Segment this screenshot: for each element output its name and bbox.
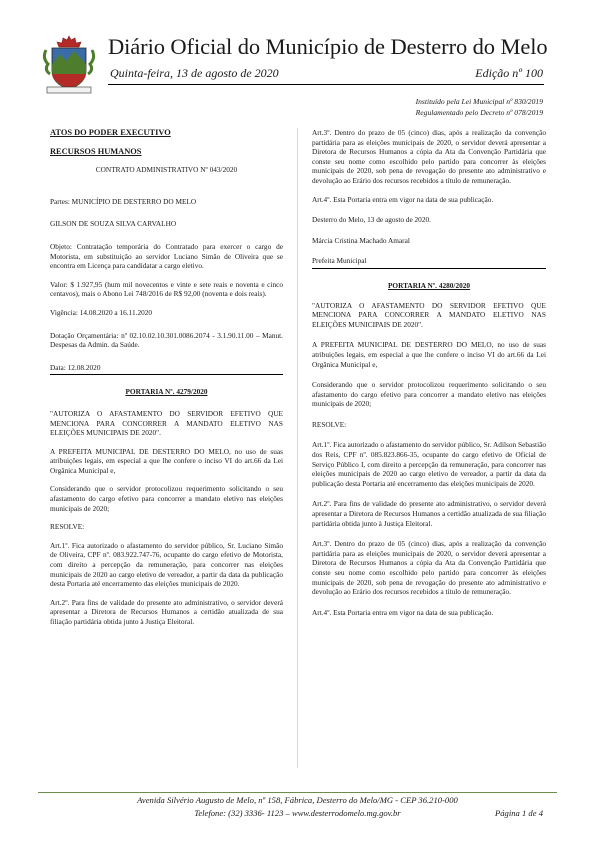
newspaper-title: Diário Oficial do Município de Desterro do Melo — [108, 34, 548, 59]
ordinance-title-2: PORTARIA Nº. 4280/2020 — [387, 280, 471, 290]
ordinance-whereas-2: Considerando que o servidor protocolizou requerimento solicitando o seu afastamento do cargo efetivo para concorrer a mandato eletivo nas eleições municipais de 2020; — [312, 380, 546, 409]
section-divider — [50, 374, 283, 375]
ordinance-title: PORTARIA Nº. 4279/2020 — [125, 387, 208, 397]
ordinance-whereas: Considerando que o servidor protocolizou requerimento solicitando o seu afastamento do cargo efetivo para concorrer a mandato eletivo nas eleições municipais de 2020; — [50, 484, 283, 513]
footer-address: Avenida Silvério Augusto de Melo, nº 158, Fábrica, Desterro do Melo/MG - CEP 36.210-000 — [137, 795, 458, 805]
contract-value: Valor: $ 1.927,95 (hum mil novecentos e vinte e sete reais e noventa e cinco centavos), mais o Abono Lei 748/2016 de R$ 92,00 (noventa e dois reais). — [50, 279, 283, 299]
section-heading-executive: ATOS DO PODER EXECUTIVO — [50, 128, 171, 137]
ordinance-article-3: Art.3º. Dentro do prazo de 05 (cinco) dias, após a realização da convenção partidária para as eleições municipais de 2020, o servidor deverá apresentar a Diretora de Recursos Humanos a cópia da Ata da Convenção Partidária que conste seu nome como escolhido pelo partido para concorrer às eleições municipais de 2020, sob pena de revogação do presente ato administrativo e devolução ao Erário dos recursos recebidos a título de remuneração. — [312, 128, 546, 185]
ordinance-resolve: RESOLVE: — [50, 522, 85, 532]
ordinance-2-article-4: Art.4º. Esta Portaria entra em vigor na data de sua publicação. — [312, 607, 494, 617]
page-number: Página 1 de 4 — [495, 808, 543, 818]
municipal-crest-icon — [38, 34, 100, 96]
budget-allocation: Dotação Orçamentária: nº 02.10.02.10.301.0086.2074 - 3.1.90.11.00 – Manut. Despesas da Admin. da Saúde. — [50, 330, 283, 350]
contract-title: CONTRATO ADMINISTRATIVO Nº 043/2020 — [95, 165, 238, 175]
ordinance-2-article-1: Art.1º. Fica autorizado o afastamento do servidor público, Sr. Adilson Sebastião dos Reis, CPF nº. 085.823.866-35, ocupante do cargo efetivo de Oficial de Serviço Público I, com direito a percepção da remuneração, para concorrer nas eleições municipais de 2020 ao cargo eletivo de vereador, a partir da data da publicação desta Portaria até encerramento das eleições municipais de 2020. — [312, 440, 546, 488]
institution-law: Instituído pela Lei Municipal nº 830/2019 — [415, 97, 543, 106]
footer-contact: Telefone: (32) 3336- 1123 – www.desterrodomelo.mg.gov.br — [194, 808, 401, 818]
contracted-party: GILSON DE SOUZA SILVA CARVALHO — [50, 219, 177, 229]
right-column — [312, 128, 546, 626]
signer-role: Prefeita Municipal — [312, 256, 367, 266]
ordinance-2-article-2: Art.2º. Para fins de validade do presente ato administrativo, o servidor deverá apresentar a Diretora de Recursos Humanos a certidão atualizada de sua filiação partidária obtida junto à Justiça Eleitoral. — [312, 499, 546, 528]
issue-date: Quinta-feira, 13 de agosto de 2020 — [110, 66, 279, 80]
ordinance-article-2: Art.2º. Para fins de validade do presente ato administrativo, o servidor deverá apresentar a Diretora de Recursos Humanos a certidão atualizada de sua filiação partidária obtida junto à Justiça Eleitoral. — [50, 597, 283, 626]
contract-term: Vigência: 14.08.2020 a 16.11.2020 — [50, 307, 153, 317]
contract-object: Objeto: Contratação temporária do Contratado para exercer o cargo de Motorista, em substituição ao servidor Luciano Simão de Oliveira que se encontra em Licença para candidatar a cargo eletivo. — [50, 241, 283, 271]
section-divider — [312, 268, 546, 269]
ordinance-article-4: Art.4º. Esta Portaria entra em vigor na data de sua publicação. — [312, 194, 494, 204]
left-column — [50, 128, 283, 636]
header-rule — [108, 84, 544, 85]
section-heading-hr: RECURSOS HUMANOS — [50, 146, 142, 156]
ordinance-preamble-2: A PREFEITA MUNICIPAL DE DESTERRO DO MELO, no uso de suas atribuições legais, em especial a que lhe confere o inciso VI do art.66 da Lei Orgânica Municipal e, — [312, 340, 546, 369]
edition-number: Edição nº 100 — [475, 66, 543, 80]
footer-rule — [38, 792, 557, 793]
ordinance-summary: "AUTORIZA O AFASTAMENTO DO SERVIDOR EFETIVO QUE MENCIONA PARA CONCORRER A MANDATO ELETIVO NAS ELEIÇÕES MUNICIPAIS DE 2020". — [50, 408, 283, 438]
institution-decree: Regulamentado pelo Decreto nº 078/2019 — [415, 108, 543, 117]
ordinance-2-article-3: Art.3º. Dentro do prazo de 05 (cinco) dias, após a realização da convenção partidária para as eleições municipais de 2020, o servidor deverá apresentar a Diretora de Recursos Humanos a cópia da Ata da Convenção Partidária que conste seu nome como escolhido pelo partido para concorrer às eleições municipais de 2020, sob pena de revogação do presente ato administrativo e devolução ao Erário dos recursos recebidos a título de remuneração. — [312, 539, 546, 597]
ordinance-place-date: Desterro do Melo, 13 de agosto de 2020. — [312, 215, 431, 225]
contract-date: Data: 12.08.2020 — [50, 362, 101, 372]
ordinance-article-1: Art.1º. Fica autorizado o afastamento do servidor público, Sr. Luciano Simão de Oliveira, CPF nº. 083.922.747-76, ocupante do cargo efetivo de Motorista, com direito a percepção da remuneração, para concorrer nas eleições municipais de 2020 ao cargo eletivo de vereador, a partir da data da publicação desta Portaria até encerramento das eleições municipais de 2020. — [50, 540, 283, 589]
column-divider — [297, 128, 298, 768]
ordinance-resolve-2: RESOLVE: — [312, 419, 347, 429]
ordinance-summary-2: "AUTORIZA O AFASTAMENTO DO SERVIDOR EFETIVO QUE MENCIONA PARA CONCORRER A MANDATO ELETIVO NAS ELEIÇÕES MUNICIPAIS DE 2020". — [312, 300, 546, 329]
ordinance-preamble: A PREFEITA MUNICIPAL DE DESTERRO DO MELO, no uso de suas atribuições legais, em especial a que lhe confere o inciso VI do art.66 da Lei Orgânica Municipal e, — [50, 446, 283, 475]
signer-name: Márcia Cristina Machado Amaral — [312, 235, 410, 245]
contract-parties: Partes: MUNICÍPIO DE DESTERRO DO MELO — [50, 196, 197, 206]
institution-note — [416, 96, 543, 118]
